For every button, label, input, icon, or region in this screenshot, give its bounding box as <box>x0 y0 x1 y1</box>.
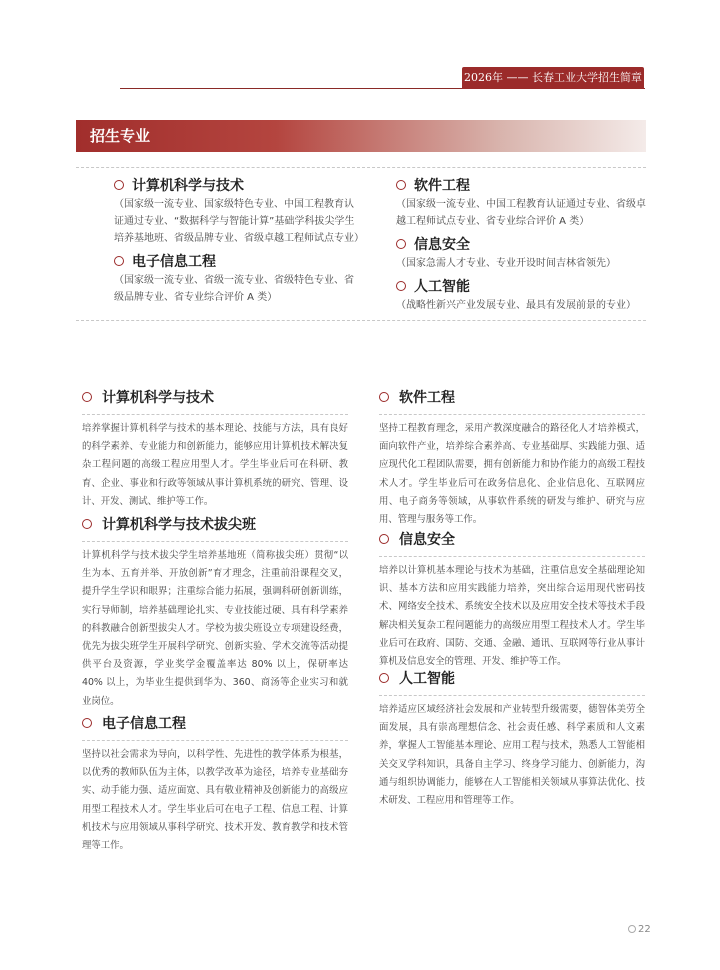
major-item <box>396 175 646 230</box>
section-body: 坚持工程教育理念，采用产教深度融合的路径化人才培养模式，面向软件产业，培养综合素养高、专业基础厚、实践能力强、适应现代化工程团队需要，拥有创新能力和协作能力的高级工程技术人才。学生毕业后可在政务信息化、企业信息化、互联网应用、电子商务等领域，从事软件系统的研发与维护、研究与应用、管理与服务等工作。 <box>379 423 645 526</box>
circle-bullet-icon <box>82 392 92 402</box>
circle-bullet-icon <box>114 180 124 190</box>
section-body: 培养掌握计算机科学与技术的基本理论、技能与方法，具有良好的科学素养、专业能力和创新能力，能够应用计算机技术解决复杂工程问题的高级工程应用型人才。学生毕业后可在科研、教育、企业、事业和行政等领域从事计算机系统的研究、管理、设计、开发、测试、维护等工作。 <box>82 423 348 507</box>
divider-top <box>76 167 646 168</box>
circle-bullet-icon <box>82 718 92 728</box>
major-name: 计算机科学与技术 <box>132 178 244 194</box>
section-body: 坚持以社会需求为导向，以科学性、先进性的教学体系为根基，以优秀的教师队伍为主体，以教学改革为途径，培养专业基础夯实、动手能力强、适应面宽、具有敬业精神及创新能力的高级应用型工程技术人才。学生毕业后可在电子工程、信息工程、计算机技术与应用领域从事科学研究、技术开发、教育教学和技术管理等工作。 <box>82 749 348 852</box>
dashed-divider <box>82 541 348 542</box>
section-body: 培养适应区域经济社会发展和产业转型升级需要，德智体美劳全面发展，具有崇高理想信念、社会责任感、科学素质和人文素养，掌握人工智能基本理论、应用工程与技术，熟悉人工智能相关交叉学科知识，具备自主学习、终身学习能力、创新能力，沟通与组织协调能力，能够在人工智能相关领域从事算法优化、技术研发、工程应用和管理等工作。 <box>379 704 645 807</box>
divider-bottom <box>76 320 646 321</box>
section-body: 培养以计算机基本理论与技术为基础，注重信息安全基础理论知识、基本方法和应用实践能力培养，突出综合运用现代密码技术、网络安全技术、系统安全技术以及应用安全技术等技术手段解决相关复杂工程问题能力的高级应用型工程技术人才。学生毕业后可在政府、国防、交通、金融、通讯、互联网等行业从事计算机及信息安全的管理、开发、维护等工作。 <box>379 565 645 668</box>
circle-bullet-icon <box>379 392 389 402</box>
major-item <box>114 175 362 247</box>
section-heading: 计算机科学与技术 <box>102 390 214 406</box>
section-heading: 软件工程 <box>399 390 455 406</box>
circle-bullet-icon <box>396 180 406 190</box>
detail-ai <box>379 667 645 810</box>
section-heading: 计算机科学与技术拔尖班 <box>102 517 256 533</box>
dashed-divider <box>379 695 645 696</box>
detail-se <box>379 386 645 529</box>
detail-is <box>379 528 645 671</box>
detail-cs-elite <box>82 513 348 711</box>
dashed-divider <box>82 414 348 415</box>
major-name: 人工智能 <box>414 279 470 295</box>
page-marker-icon <box>628 925 636 933</box>
major-item <box>114 251 362 306</box>
major-note: （国家级一流专业、国家级特色专业、中国工程教育认证通过专业、“数据科学与智能计算”基础学科拔尖学生培养基地班、省级品牌专业、省级卓越工程师试点专业） <box>114 199 364 244</box>
header-title: 2026年 —— 长春工业大学招生简章 <box>462 67 644 89</box>
major-name: 软件工程 <box>414 178 470 194</box>
circle-bullet-icon <box>82 519 92 529</box>
circle-bullet-icon <box>396 239 406 249</box>
circle-bullet-icon <box>379 673 389 683</box>
section-title: 招生专业 <box>90 127 151 145</box>
major-note: （国家级一流专业、省级一流专业、省级特色专业、省级品牌专业、省专业综合评价 A 类） <box>114 275 354 303</box>
detail-ee <box>82 712 348 855</box>
major-note: （国家级一流专业、中国工程教育认证通过专业、省级卓越工程师试点专业、省专业综合评价 A 类） <box>396 199 646 227</box>
majors-list-left <box>114 175 362 310</box>
section-banner <box>76 120 646 152</box>
majors-list-right <box>396 175 646 318</box>
major-item <box>396 276 646 314</box>
dashed-divider <box>82 740 348 741</box>
major-note: （国家急需人才专业、专业开设时间吉林省领先） <box>396 258 616 269</box>
major-note: （战略性新兴产业发展专业、最具有发展前景的专业） <box>396 300 636 311</box>
dashed-divider <box>379 556 645 557</box>
section-heading: 人工智能 <box>399 671 455 687</box>
major-item <box>396 234 646 272</box>
circle-bullet-icon <box>114 256 124 266</box>
page-number-text: 22 <box>638 924 651 935</box>
circle-bullet-icon <box>396 281 406 291</box>
detail-cs <box>82 386 348 511</box>
section-heading: 信息安全 <box>399 532 455 548</box>
circle-bullet-icon <box>379 534 389 544</box>
major-name: 信息安全 <box>414 237 470 253</box>
page-number <box>628 924 651 935</box>
dashed-divider <box>379 414 645 415</box>
major-name: 电子信息工程 <box>132 254 216 270</box>
section-body: 计算机科学与技术拔尖学生培养基地班（简称拔尖班）贯彻“以生为本、五育并举、开放创新”育才理念，注重前沿课程交叉，提升学生学识和眼界；注重综合能力拓展，强调科研创新训练，实行导师制，培养基础理论扎实、专业技能过硬、具有科学素养的科教融合创新型拔尖人才。学校为拔尖班设立专项建设经费，优先为拔尖班学生开展科学研究、创新实验、学术交流等活动提供平台及资源，学业奖学金覆盖率达 80% 以上，保研率达 40% 以上，为毕业生提供到华为、360、商汤等企业实习和就业岗位。 <box>82 550 348 707</box>
section-heading: 电子信息工程 <box>102 716 186 732</box>
